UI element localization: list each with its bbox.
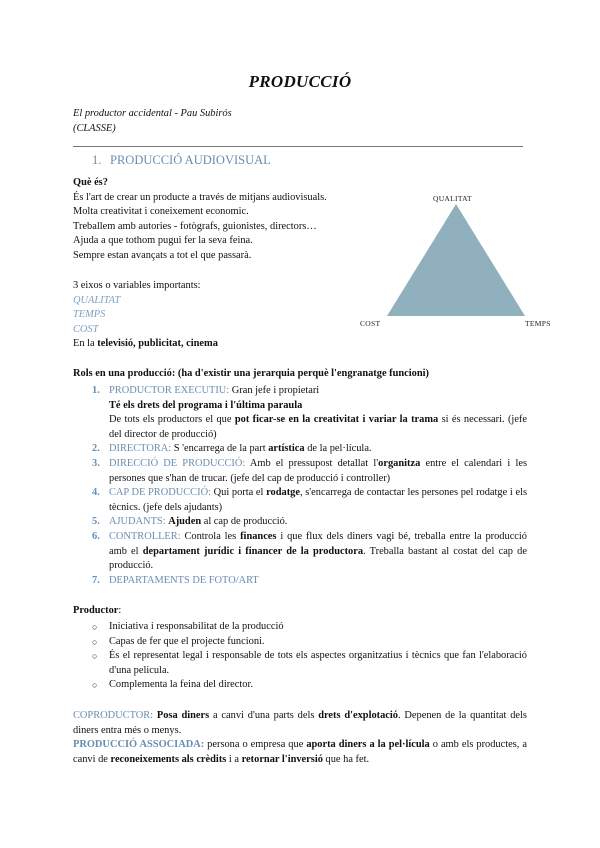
coproductor-label: COPRODUCTOR: [73, 710, 154, 721]
list-item-text: Complementa la feina del director. [109, 679, 253, 691]
role-emphasis: Ajuden [168, 516, 202, 528]
axis-time: TEMPS [73, 309, 106, 321]
triangle-shape [387, 204, 525, 316]
role-text: de la pel·lícula. [304, 443, 372, 455]
role-text: De tots els productors el que [109, 414, 235, 426]
role-text: S 'encarrega de la part [171, 443, 269, 455]
para-text: i a [226, 753, 242, 765]
role-number: 3. [92, 457, 100, 469]
list-item-text: Iniciativa i responsabilitat de la producció [109, 621, 284, 632]
para-text: o amb els productes, a canvi de [73, 739, 527, 765]
role-text: Amb el pressupost detallat l' [245, 457, 379, 469]
role-number: 7. [92, 574, 100, 586]
para-text: . Depenen de la quantitat dels diners entra més o menys. [73, 710, 527, 736]
productor-title: Productor [73, 605, 119, 616]
roles-heading: Rols en una producció: (ha d'existir una jerarquia perquè l'engranatge funcioni) [73, 368, 430, 379]
role-emphasis: organitza [378, 457, 421, 469]
role-text: , s'encarrega de contactar les persones pel rodatge i els tècnics. (jefe dels ajudants) [109, 487, 527, 513]
role-text: Qui porta el [210, 487, 267, 499]
triangle-label-top: QUALITAT [433, 194, 472, 203]
para-emphasis: retornar l'inversió [241, 753, 323, 765]
triangle-label-left: COST [360, 319, 381, 328]
role-item [92, 384, 527, 442]
list-item [92, 620, 527, 635]
intro-question: Què és? [73, 177, 108, 188]
intro-line: Ajuda a que tothom pugui fer la seva feina. [73, 235, 253, 247]
para-text: que ha fet. [322, 753, 370, 765]
page-title: PRODUCCIÓ [248, 72, 352, 91]
role-text: Controla les [180, 530, 241, 542]
document-meta [73, 107, 232, 136]
section-heading [92, 153, 271, 168]
productor-heading [73, 604, 373, 619]
list-item [92, 678, 527, 693]
bullet-circle-icon: ○ [92, 680, 98, 691]
list-item-text: Capas de fer que el projecte funcioni. [109, 635, 265, 647]
list-item [92, 635, 527, 650]
role-number: 5. [92, 516, 100, 528]
role-number: 6. [92, 530, 100, 542]
role-emphasis: rodatge [266, 487, 300, 499]
axis-quality: QUALITAT [73, 294, 121, 306]
axes-block [73, 279, 373, 352]
roles-list [92, 384, 527, 588]
list-item [92, 649, 527, 678]
triangle-label-right: TEMPS [525, 319, 551, 328]
axes-intro: 3 eixos o variables importants: [73, 280, 201, 291]
class-tag: (CLASSE) [73, 122, 116, 134]
role-name: CAP DE PRODUCCIÓ: [109, 487, 211, 499]
bullet-circle-icon: ○ [92, 622, 98, 632]
productor-list [92, 620, 527, 693]
media-list: televisió, publicitat, cinema [97, 338, 218, 350]
coproductor-paragraph [73, 709, 527, 738]
role-name: DEPARTAMENTS DE FOTO/ART [109, 574, 259, 586]
role-name: DIRECTORA: [109, 443, 172, 455]
associada-paragraph [73, 738, 527, 767]
role-name: DIRECCIÓ DE PRODUCCIÓ: [109, 457, 246, 469]
productor-colon: : [118, 605, 122, 616]
section-number: 1. [92, 153, 102, 167]
role-text: al cap de producció. [201, 516, 288, 528]
role-text: si és necessari. (jefe del director de producció) [109, 414, 527, 440]
role-emphasis: pot ficar-se en la creativitat i variar la trama [234, 414, 439, 426]
role-item [92, 457, 527, 486]
role-name: CONTROLLER: [109, 530, 181, 542]
role-item [92, 574, 527, 589]
role-emphasis: departament jurídic i financer de la productora [142, 545, 364, 557]
para-emphasis: drets d'explotació [318, 710, 398, 721]
media-prefix: En la [73, 338, 98, 350]
subtitle: El productor accidental - Pau Subirós [73, 108, 232, 119]
role-text: i que flux dels diners vagi bé, treballa entre la producció amb el [109, 530, 528, 557]
intro-line: Sempre estan avançats a tot el que passarà. [73, 249, 252, 261]
role-text: . Treballa bastant al costat del cap de producció. [109, 545, 527, 572]
intro-line: Treballem amb autories - fotògrafs, guionistes, directors… [73, 220, 317, 232]
intro-line: Molta creativitat i coneixement economic. [73, 206, 249, 218]
bullet-circle-icon: ○ [92, 651, 98, 662]
role-item [92, 530, 527, 574]
para-emphasis: aporta diners a la pel·lícula [306, 739, 430, 750]
role-name: PRODUCTOR EXECUTIU: [109, 385, 230, 396]
role-text: entre el calendari i les persones que s'han de trucar. (jefe del cap de producció i controller) [109, 457, 528, 484]
role-text: Gran jefe i propietari [229, 385, 320, 396]
section-title: PRODUCCIÓ AUDIOVISUAL [110, 153, 271, 167]
role-item [92, 515, 527, 530]
intro-block [73, 176, 373, 264]
role-emphasis: finances [240, 530, 277, 542]
associada-label: PRODUCCIÓ ASSOCIADA: [73, 739, 205, 750]
intro-line: És l'art de crear un producte a través de mitjans audiovisuals. [73, 191, 327, 203]
role-name: AJUDANTS: [109, 516, 166, 528]
divider [73, 146, 523, 147]
role-item [92, 442, 527, 457]
para-emphasis: reconeixements als crèdits [110, 753, 227, 765]
role-item [92, 486, 527, 515]
bullet-circle-icon: ○ [92, 636, 98, 647]
role-number: 4. [92, 487, 100, 499]
triangle-svg [355, 188, 565, 333]
axis-cost: COST [73, 323, 99, 335]
para-text: a canvi d'una parts dels [209, 710, 319, 721]
media-line [73, 337, 373, 352]
role-number: 1. [92, 385, 100, 396]
list-item-text: És el representat legal i responsable de tots els aspectes organitzatius i tècnics que fan l'elaboració d'una pelicula. [109, 650, 527, 676]
role-emphasis: artística [268, 443, 305, 455]
para-text: persona o empresa que [204, 739, 307, 750]
role-number: 2. [92, 443, 100, 455]
triangle-diagram [355, 188, 565, 333]
para-emphasis: Posa diners [156, 710, 210, 721]
role-bold-line: Té els drets del programa i l'última paraula [109, 399, 303, 411]
